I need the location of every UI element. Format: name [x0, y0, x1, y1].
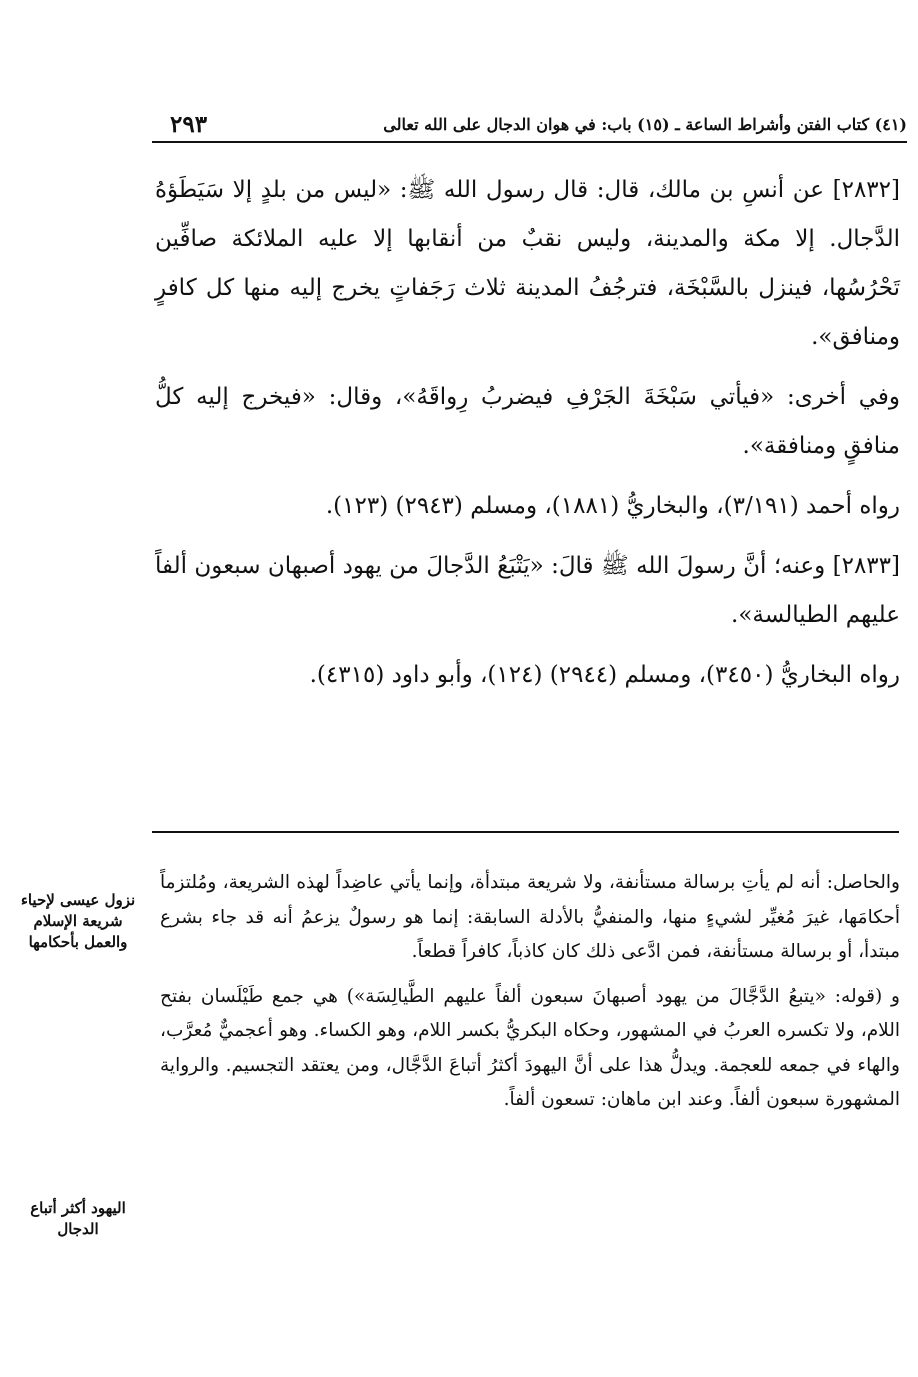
hadith-2832-sources: رواه أحمد (٣/١٩١)، والبخاريُّ (١٨٨١)، ومسلم (٢٩٤٣) (١٢٣). — [325, 493, 900, 519]
hadith-2832: [٢٨٣٢] عن أنسِ بن مالك، قال: قال رسول الله ﷺ: «ليس من بلدٍ إلا سَيَطَؤهُ الدَّجال. إلا مكة والمدينة، وليس نقبٌ من أنقابها إلا عليه الملائكة صافِّين تَحْرُسُها، فينزل بالسَّبْخَة، فترجُفُ المدينة ثلاث رَجَفاتٍ يخرج إليه منها كل كافرٍ ومنافق». — [155, 177, 900, 350]
hadith-2833-sources: رواه البخاريُّ (٣٤٥٠)، ومسلم (٢٩٤٤) (١٢٤)، وأبو داود (٤٣١٥). — [309, 662, 900, 688]
running-title: (٤١) كتاب الفتن وأشراط الساعة ـ (١٥) باب: في هوان الدجال على الله تعالى — [383, 114, 907, 134]
header-rule — [152, 141, 907, 143]
hadith-2833: [٢٨٣٣] وعنه؛ أنَّ رسولَ الله ﷺ قالَ: «يَتْبَعُ الدَّجالَ من يهود أصبهان سبعون ألفاً عليهم الطيالسة». — [155, 553, 900, 628]
commentary-paragraph: و (قوله: «يتبعُ الدَّجَّالَ من يهود أصبهانَ سبعون ألفاً عليهم الطَّيالِسَة») هي جمع طَيْلَسان بفتح اللام، ولا تكسره العربُ في المشهور، وحكاه البكريُّ بكسر اللام، وهو الكساء. وهو أعجميٌّ مُعرَّب، والهاء في جمعه للعجمة. ويدلُّ هذا على أنَّ اليهودَ أكثرُ أتباعَ الدَّجَّال، ومن يعتقد التجسيم. والرواية المشهورة سبعون ألفاً. وعند ابن ماهان: تسعون ألفاً. — [160, 985, 900, 1110]
margin-note: اليهود أكثر أتباع الدجال — [30, 1199, 126, 1238]
hadith-2832-variant: وفي أخرى: «فيأتي سَبْخَةَ الجَرْفِ فيضربُ رِواقَهُ»، وقال: «فيخرج إليه كلُّ منافقٍ ومنافقة». — [155, 384, 900, 459]
commentary-paragraph: والحاصل: أنه لم يأتِ برسالة مستأنفة، ولا شريعة مبتدأة، وإنما يأتي عاضِداً لهذه الشريعة، ومُلتزماً أحكامَها، غيرَ مُغيِّر لشيءٍ منها، والمنفيُّ بالأدلة السابقة: إنما هو رسولٌ يزعمُ أنه قد جاء بشرع مبتدأ، أو برسالة مستأنفة، فمن ادَّعى ذلك كان كاذباً، كافراً قطعاً. — [160, 872, 900, 962]
page-number: ٢٩٣ — [170, 110, 208, 138]
margin-note: نزول عيسى لإحياء شريعة الإسلام والعمل بأحكامها — [20, 891, 136, 951]
section-divider — [152, 831, 899, 833]
hadith-section — [155, 166, 900, 711]
commentary-section — [160, 866, 900, 1128]
page-header — [152, 108, 907, 140]
